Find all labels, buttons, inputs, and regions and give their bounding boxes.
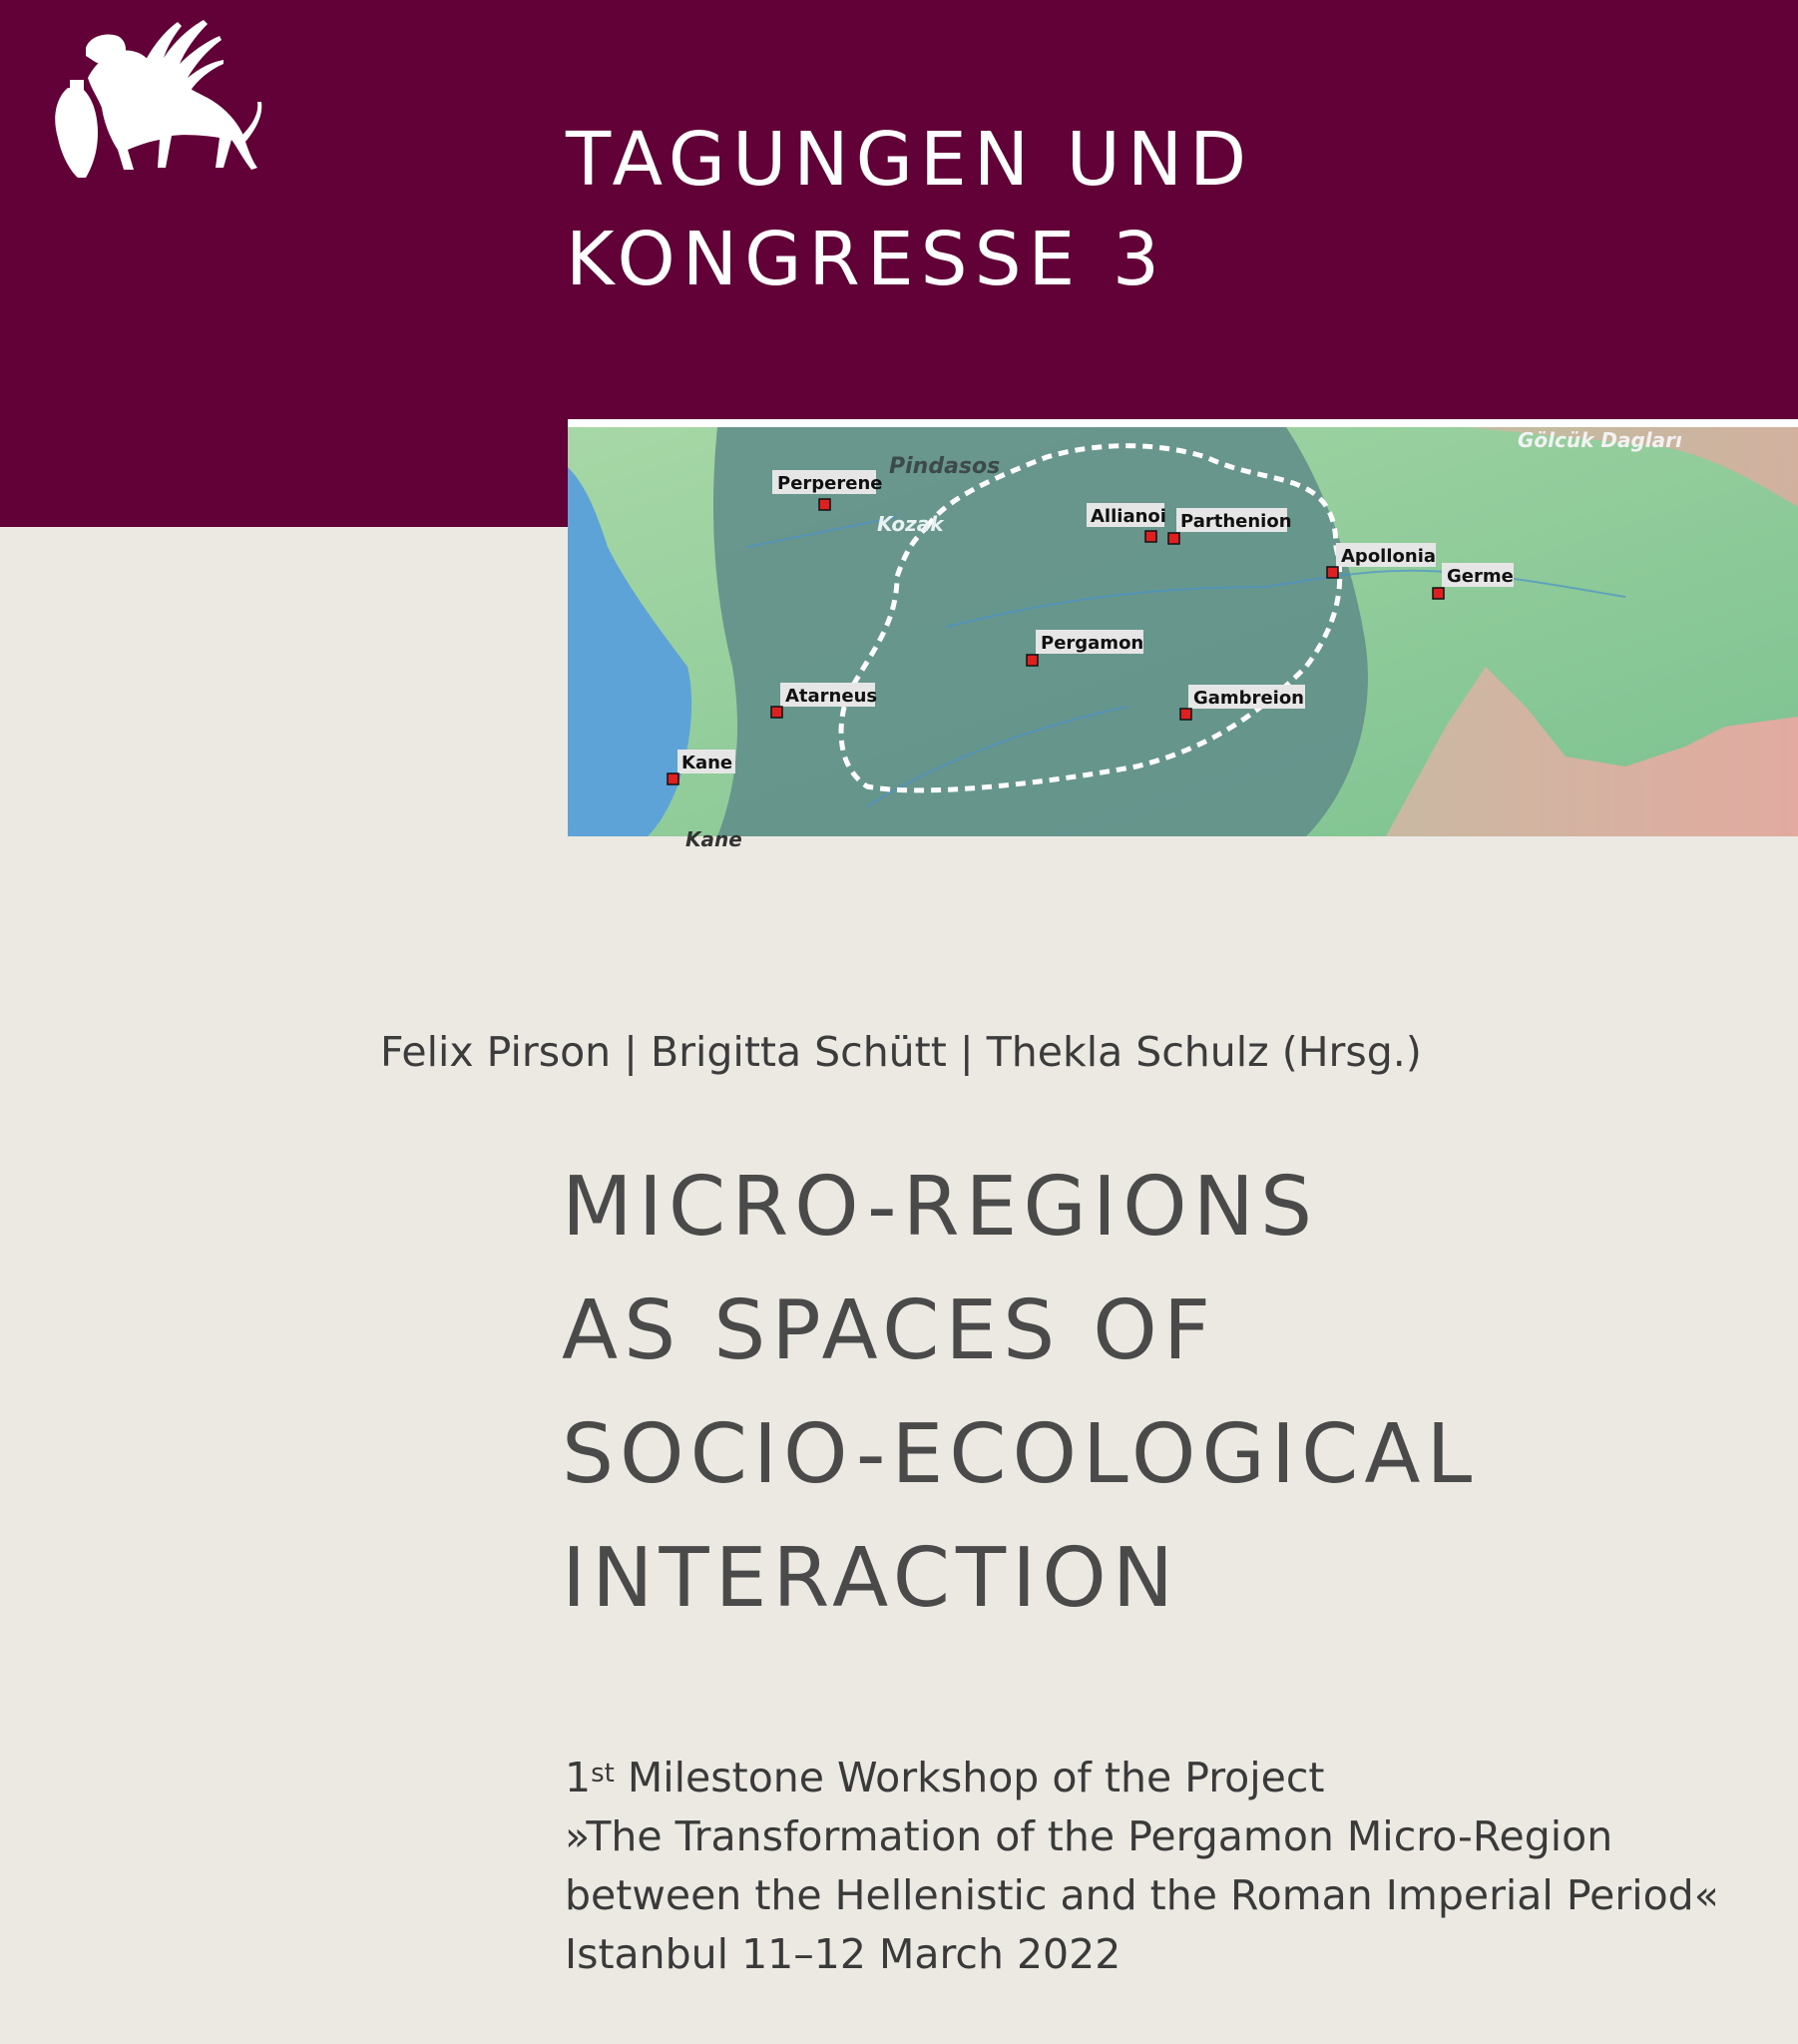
subtitle [565, 1749, 1719, 1984]
svg-text:Gambreion: Gambreion [1193, 688, 1304, 709]
svg-text:Parthenion: Parthenion [1180, 511, 1292, 532]
svg-text:Atarneus: Atarneus [785, 686, 878, 707]
book-title [562, 1146, 1478, 1641]
svg-text:Germe: Germe [1447, 566, 1514, 587]
book-title-line4: INTERACTION [562, 1531, 1180, 1626]
subtitle-line3: between the Hellenistic and the Roman Imperial Period« [565, 1871, 1719, 1919]
map-image [568, 427, 1798, 851]
ordinal-number: 1 [565, 1754, 592, 1801]
griffin-with-amphora-icon [48, 18, 261, 183]
series-title-line1: TAGUNGEN UND [566, 117, 1254, 203]
subtitle-line2: »The Transformation of the Pergamon Micro-Region [565, 1812, 1613, 1860]
book-title-line3: SOCIO-ECOLOGICAL [562, 1407, 1479, 1502]
label-pindasos: Pindasos [889, 454, 1001, 479]
subtitle-line1 [565, 1749, 1719, 1807]
editors-line: Felix Pirson | Brigitta Schütt | Thekla Schulz (Hrsg.) [380, 1028, 1422, 1076]
ordinal-suffix: st [591, 1759, 615, 1788]
book-title-line2: AS SPACES OF [562, 1283, 1217, 1378]
series-title-line2: KONGRESSE 3 [566, 217, 1166, 302]
book-title-line1: MICRO-REGIONS [562, 1160, 1319, 1255]
label-golcuk-daglari: Gölcük Dagları [1518, 428, 1682, 452]
series-title [566, 110, 1253, 309]
label-kozak: Kozak [877, 512, 944, 536]
subtitle-line4: Istanbul 11–12 March 2022 [565, 1930, 1122, 1978]
svg-text:Allianoi: Allianoi [1091, 506, 1166, 527]
svg-text:Apollonia: Apollonia [1341, 546, 1437, 567]
label-kane-region: Kane [685, 827, 742, 851]
cover-map [568, 419, 1798, 851]
subtitle-line1-text: Milestone Workshop of the Project [614, 1754, 1325, 1801]
svg-text:Kane: Kane [681, 753, 733, 773]
svg-text:Perperene: Perperene [777, 473, 883, 494]
svg-text:Pergamon: Pergamon [1041, 633, 1144, 654]
